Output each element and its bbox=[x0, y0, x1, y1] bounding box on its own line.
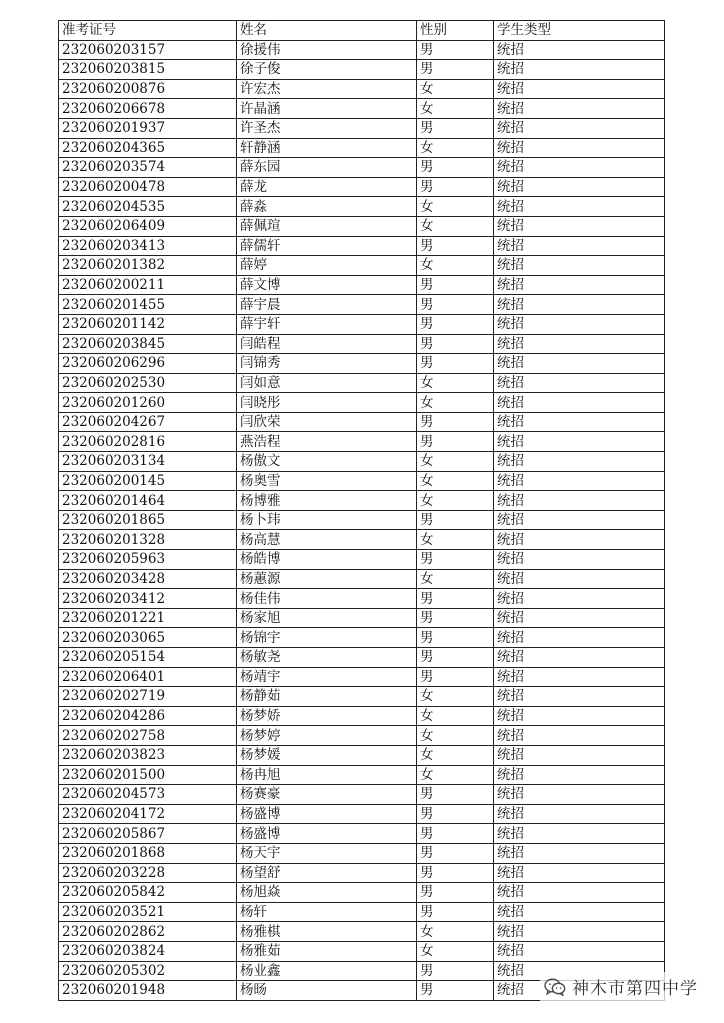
exam-id-cell: 232060205867 bbox=[59, 824, 237, 844]
table-row bbox=[59, 510, 665, 530]
exam-id-cell: 232060201464 bbox=[59, 491, 237, 511]
name-cell: 杨旸 bbox=[237, 981, 417, 1001]
student-type-cell: 统招 bbox=[494, 530, 665, 550]
exam-id-cell: 232060204535 bbox=[59, 197, 237, 217]
gender-cell: 男 bbox=[417, 295, 494, 315]
table-row bbox=[59, 99, 665, 119]
gender-cell: 女 bbox=[417, 491, 494, 511]
name-cell: 薛宇晨 bbox=[237, 295, 417, 315]
name-cell: 杨梦媛 bbox=[237, 745, 417, 765]
table-row bbox=[59, 628, 665, 648]
table-row bbox=[59, 922, 665, 942]
gender-cell: 男 bbox=[417, 275, 494, 295]
name-cell: 杨梦婷 bbox=[237, 726, 417, 746]
gender-cell: 女 bbox=[417, 706, 494, 726]
gender-cell: 女 bbox=[417, 138, 494, 158]
name-cell: 杨佳伟 bbox=[237, 589, 417, 609]
name-cell: 杨雅茹 bbox=[237, 941, 417, 961]
gender-cell: 女 bbox=[417, 922, 494, 942]
roster-body bbox=[59, 40, 665, 1000]
gender-cell: 男 bbox=[417, 314, 494, 334]
student-type-cell: 统招 bbox=[494, 158, 665, 178]
gender-cell: 女 bbox=[417, 765, 494, 785]
name-cell: 轩静涵 bbox=[237, 138, 417, 158]
name-cell: 杨家旭 bbox=[237, 608, 417, 628]
gender-cell: 女 bbox=[417, 373, 494, 393]
name-cell: 燕浩程 bbox=[237, 432, 417, 452]
gender-cell: 男 bbox=[417, 432, 494, 452]
student-type-cell: 统招 bbox=[494, 373, 665, 393]
exam-id-cell: 232060204286 bbox=[59, 706, 237, 726]
student-type-cell: 统招 bbox=[494, 412, 665, 432]
exam-id-cell: 232060205302 bbox=[59, 961, 237, 981]
table-row bbox=[59, 412, 665, 432]
name-cell: 许宏杰 bbox=[237, 79, 417, 99]
name-cell: 杨盛博 bbox=[237, 824, 417, 844]
name-cell: 杨奥雪 bbox=[237, 471, 417, 491]
exam-id-cell: 232060200876 bbox=[59, 79, 237, 99]
student-type-cell: 统招 bbox=[494, 589, 665, 609]
name-cell: 徐援伟 bbox=[237, 40, 417, 60]
gender-cell: 女 bbox=[417, 471, 494, 491]
exam-id-cell: 232060202816 bbox=[59, 432, 237, 452]
student-type-cell: 统招 bbox=[494, 961, 665, 981]
student-type-cell: 统招 bbox=[494, 843, 665, 863]
table-row bbox=[59, 197, 665, 217]
gender-cell: 女 bbox=[417, 726, 494, 746]
name-cell: 杨业鑫 bbox=[237, 961, 417, 981]
exam-id-cell: 232060202530 bbox=[59, 373, 237, 393]
exam-id-cell: 232060201455 bbox=[59, 295, 237, 315]
student-type-cell: 统招 bbox=[494, 256, 665, 276]
gender-cell: 女 bbox=[417, 99, 494, 119]
gender-cell: 男 bbox=[417, 334, 494, 354]
exam-id-cell: 232060203412 bbox=[59, 589, 237, 609]
gender-cell: 男 bbox=[417, 628, 494, 648]
student-type-cell: 统招 bbox=[494, 648, 665, 668]
exam-id-cell: 232060203228 bbox=[59, 863, 237, 883]
student-type-cell: 统招 bbox=[494, 471, 665, 491]
student-type-cell: 统招 bbox=[494, 726, 665, 746]
name-cell: 薛婷 bbox=[237, 256, 417, 276]
name-cell: 许晶涵 bbox=[237, 99, 417, 119]
student-type-cell: 统招 bbox=[494, 60, 665, 80]
gender-cell: 男 bbox=[417, 667, 494, 687]
table-row bbox=[59, 843, 665, 863]
exam-id-cell: 232060204267 bbox=[59, 412, 237, 432]
table-row bbox=[59, 138, 665, 158]
exam-id-cell: 232060200145 bbox=[59, 471, 237, 491]
table-row bbox=[59, 530, 665, 550]
student-type-cell: 统招 bbox=[494, 550, 665, 570]
student-type-cell: 统招 bbox=[494, 491, 665, 511]
name-cell: 徐子俊 bbox=[237, 60, 417, 80]
gender-cell: 男 bbox=[417, 648, 494, 668]
table-row bbox=[59, 608, 665, 628]
table-row bbox=[59, 354, 665, 374]
exam-id-cell: 232060200211 bbox=[59, 275, 237, 295]
student-type-cell: 统招 bbox=[494, 138, 665, 158]
exam-id-cell: 232060201500 bbox=[59, 765, 237, 785]
student-type-cell: 统招 bbox=[494, 804, 665, 824]
student-type-cell: 统招 bbox=[494, 177, 665, 197]
exam-id-cell: 232060205154 bbox=[59, 648, 237, 668]
table-row bbox=[59, 883, 665, 903]
name-cell: 杨赛豪 bbox=[237, 785, 417, 805]
student-type-cell: 统招 bbox=[494, 334, 665, 354]
table-row bbox=[59, 256, 665, 276]
table-row bbox=[59, 432, 665, 452]
exam-id-cell: 232060203157 bbox=[59, 40, 237, 60]
header-student-type: 学生类型 bbox=[494, 21, 665, 41]
gender-cell: 男 bbox=[417, 883, 494, 903]
gender-cell: 女 bbox=[417, 256, 494, 276]
table-row bbox=[59, 40, 665, 60]
gender-cell: 女 bbox=[417, 569, 494, 589]
name-cell: 薛佩瑄 bbox=[237, 216, 417, 236]
exam-id-cell: 232060205963 bbox=[59, 550, 237, 570]
exam-id-cell: 232060204573 bbox=[59, 785, 237, 805]
header-exam-id: 准考证号 bbox=[59, 21, 237, 41]
name-cell: 杨皓博 bbox=[237, 550, 417, 570]
table-row bbox=[59, 589, 665, 609]
exam-id-cell: 232060204365 bbox=[59, 138, 237, 158]
exam-id-cell: 232060202862 bbox=[59, 922, 237, 942]
name-cell: 闫欣荣 bbox=[237, 412, 417, 432]
student-type-cell: 统招 bbox=[494, 354, 665, 374]
name-cell: 薛文博 bbox=[237, 275, 417, 295]
exam-id-cell: 232060203815 bbox=[59, 60, 237, 80]
gender-cell: 男 bbox=[417, 804, 494, 824]
student-type-cell: 统招 bbox=[494, 314, 665, 334]
student-type-cell: 统招 bbox=[494, 981, 665, 1001]
table-row bbox=[59, 941, 665, 961]
name-cell: 杨敏尧 bbox=[237, 648, 417, 668]
exam-id-cell: 232060206409 bbox=[59, 216, 237, 236]
table-row bbox=[59, 314, 665, 334]
gender-cell: 男 bbox=[417, 785, 494, 805]
header-row bbox=[59, 21, 665, 41]
name-cell: 闫如意 bbox=[237, 373, 417, 393]
student-type-cell: 统招 bbox=[494, 197, 665, 217]
table-row bbox=[59, 393, 665, 413]
gender-cell: 男 bbox=[417, 118, 494, 138]
exam-id-cell: 232060200478 bbox=[59, 177, 237, 197]
watermark-text: 神木市第四中学 bbox=[572, 979, 698, 999]
gender-cell: 女 bbox=[417, 452, 494, 472]
gender-cell: 女 bbox=[417, 687, 494, 707]
student-type-cell: 统招 bbox=[494, 902, 665, 922]
name-cell: 薛东园 bbox=[237, 158, 417, 178]
gender-cell: 男 bbox=[417, 354, 494, 374]
exam-id-cell: 232060203574 bbox=[59, 158, 237, 178]
student-type-cell: 统招 bbox=[494, 883, 665, 903]
name-cell: 杨盛博 bbox=[237, 804, 417, 824]
name-cell: 薛淼 bbox=[237, 197, 417, 217]
table-row bbox=[59, 452, 665, 472]
student-type-cell: 统招 bbox=[494, 79, 665, 99]
name-cell: 许圣杰 bbox=[237, 118, 417, 138]
student-roster-table bbox=[58, 20, 665, 1001]
student-type-cell: 统招 bbox=[494, 452, 665, 472]
exam-id-cell: 232060201865 bbox=[59, 510, 237, 530]
exam-id-cell: 232060201937 bbox=[59, 118, 237, 138]
exam-id-cell: 232060201221 bbox=[59, 608, 237, 628]
student-type-cell: 统招 bbox=[494, 608, 665, 628]
name-cell: 杨锦宇 bbox=[237, 628, 417, 648]
exam-id-cell: 232060203134 bbox=[59, 452, 237, 472]
table-row bbox=[59, 550, 665, 570]
gender-cell: 女 bbox=[417, 197, 494, 217]
table-row bbox=[59, 902, 665, 922]
exam-id-cell: 232060203428 bbox=[59, 569, 237, 589]
student-type-cell: 统招 bbox=[494, 824, 665, 844]
gender-cell: 男 bbox=[417, 863, 494, 883]
student-type-cell: 统招 bbox=[494, 432, 665, 452]
table-row bbox=[59, 471, 665, 491]
table-row bbox=[59, 863, 665, 883]
student-type-cell: 统招 bbox=[494, 510, 665, 530]
exam-id-cell: 232060201382 bbox=[59, 256, 237, 276]
table-row bbox=[59, 158, 665, 178]
student-type-cell: 统招 bbox=[494, 99, 665, 119]
name-cell: 杨靖宇 bbox=[237, 667, 417, 687]
gender-cell: 男 bbox=[417, 550, 494, 570]
table-row bbox=[59, 765, 665, 785]
name-cell: 杨蕙源 bbox=[237, 569, 417, 589]
gender-cell: 男 bbox=[417, 961, 494, 981]
gender-cell: 女 bbox=[417, 393, 494, 413]
name-cell: 杨天宇 bbox=[237, 843, 417, 863]
student-type-cell: 统招 bbox=[494, 765, 665, 785]
name-cell: 闫皓程 bbox=[237, 334, 417, 354]
exam-id-cell: 232060202719 bbox=[59, 687, 237, 707]
table-row bbox=[59, 334, 665, 354]
header-name: 姓名 bbox=[237, 21, 417, 41]
name-cell: 杨梦娇 bbox=[237, 706, 417, 726]
exam-id-cell: 232060202758 bbox=[59, 726, 237, 746]
gender-cell: 男 bbox=[417, 902, 494, 922]
student-type-cell: 统招 bbox=[494, 118, 665, 138]
table-row bbox=[59, 236, 665, 256]
table-row bbox=[59, 569, 665, 589]
student-type-cell: 统招 bbox=[494, 236, 665, 256]
name-cell: 薛龙 bbox=[237, 177, 417, 197]
table-row bbox=[59, 824, 665, 844]
student-type-cell: 统招 bbox=[494, 295, 665, 315]
gender-cell: 男 bbox=[417, 510, 494, 530]
table-row bbox=[59, 687, 665, 707]
gender-cell: 女 bbox=[417, 745, 494, 765]
gender-cell: 男 bbox=[417, 843, 494, 863]
name-cell: 杨雅棋 bbox=[237, 922, 417, 942]
gender-cell: 男 bbox=[417, 608, 494, 628]
gender-cell: 女 bbox=[417, 79, 494, 99]
table-row bbox=[59, 60, 665, 80]
gender-cell: 女 bbox=[417, 530, 494, 550]
exam-id-cell: 232060203845 bbox=[59, 334, 237, 354]
name-cell: 杨旭焱 bbox=[237, 883, 417, 903]
name-cell: 杨冉旭 bbox=[237, 765, 417, 785]
gender-cell: 男 bbox=[417, 40, 494, 60]
gender-cell: 男 bbox=[417, 236, 494, 256]
student-type-cell: 统招 bbox=[494, 745, 665, 765]
exam-id-cell: 232060201948 bbox=[59, 981, 237, 1001]
name-cell: 杨傲文 bbox=[237, 452, 417, 472]
student-type-cell: 统招 bbox=[494, 216, 665, 236]
exam-id-cell: 232060206401 bbox=[59, 667, 237, 687]
name-cell: 杨高慧 bbox=[237, 530, 417, 550]
gender-cell: 男 bbox=[417, 589, 494, 609]
table-row bbox=[59, 216, 665, 236]
student-type-cell: 统招 bbox=[494, 40, 665, 60]
table-row bbox=[59, 491, 665, 511]
gender-cell: 男 bbox=[417, 824, 494, 844]
table-row bbox=[59, 118, 665, 138]
table-row bbox=[59, 79, 665, 99]
student-type-cell: 统招 bbox=[494, 667, 665, 687]
gender-cell: 男 bbox=[417, 981, 494, 1001]
name-cell: 薛儒轩 bbox=[237, 236, 417, 256]
name-cell: 杨卜玮 bbox=[237, 510, 417, 530]
name-cell: 杨静茹 bbox=[237, 687, 417, 707]
student-type-cell: 统招 bbox=[494, 628, 665, 648]
student-type-cell: 统招 bbox=[494, 941, 665, 961]
name-cell: 杨轩 bbox=[237, 902, 417, 922]
gender-cell: 男 bbox=[417, 158, 494, 178]
exam-id-cell: 232060201328 bbox=[59, 530, 237, 550]
gender-cell: 男 bbox=[417, 60, 494, 80]
exam-id-cell: 232060201142 bbox=[59, 314, 237, 334]
exam-id-cell: 232060201260 bbox=[59, 393, 237, 413]
exam-id-cell: 232060203521 bbox=[59, 902, 237, 922]
table-row bbox=[59, 667, 665, 687]
gender-cell: 男 bbox=[417, 177, 494, 197]
gender-cell: 男 bbox=[417, 412, 494, 432]
wechat-watermark bbox=[540, 972, 702, 1001]
name-cell: 杨博雅 bbox=[237, 491, 417, 511]
table-row bbox=[59, 706, 665, 726]
exam-id-cell: 232060203823 bbox=[59, 745, 237, 765]
table-row bbox=[59, 648, 665, 668]
table-row bbox=[59, 177, 665, 197]
name-cell: 杨望舒 bbox=[237, 863, 417, 883]
student-type-cell: 统招 bbox=[494, 393, 665, 413]
header-gender: 性别 bbox=[417, 21, 494, 41]
name-cell: 闫晓彤 bbox=[237, 393, 417, 413]
exam-id-cell: 232060204172 bbox=[59, 804, 237, 824]
exam-id-cell: 232060205842 bbox=[59, 883, 237, 903]
gender-cell: 女 bbox=[417, 216, 494, 236]
student-type-cell: 统招 bbox=[494, 706, 665, 726]
exam-id-cell: 232060206296 bbox=[59, 354, 237, 374]
student-type-cell: 统招 bbox=[494, 922, 665, 942]
table-row bbox=[59, 804, 665, 824]
student-type-cell: 统招 bbox=[494, 569, 665, 589]
exam-id-cell: 232060206678 bbox=[59, 99, 237, 119]
student-type-cell: 统招 bbox=[494, 687, 665, 707]
table-row bbox=[59, 745, 665, 765]
name-cell: 闫锦秀 bbox=[237, 354, 417, 374]
name-cell: 薛宇轩 bbox=[237, 314, 417, 334]
exam-id-cell: 232060203413 bbox=[59, 236, 237, 256]
table-row bbox=[59, 275, 665, 295]
table-row bbox=[59, 295, 665, 315]
student-type-cell: 统招 bbox=[494, 275, 665, 295]
table-row bbox=[59, 785, 665, 805]
exam-id-cell: 232060201868 bbox=[59, 843, 237, 863]
table-row bbox=[59, 726, 665, 746]
gender-cell: 女 bbox=[417, 941, 494, 961]
exam-id-cell: 232060203824 bbox=[59, 941, 237, 961]
wechat-icon bbox=[544, 978, 566, 996]
table-row bbox=[59, 373, 665, 393]
student-type-cell: 统招 bbox=[494, 785, 665, 805]
exam-id-cell: 232060203065 bbox=[59, 628, 237, 648]
student-type-cell: 统招 bbox=[494, 863, 665, 883]
